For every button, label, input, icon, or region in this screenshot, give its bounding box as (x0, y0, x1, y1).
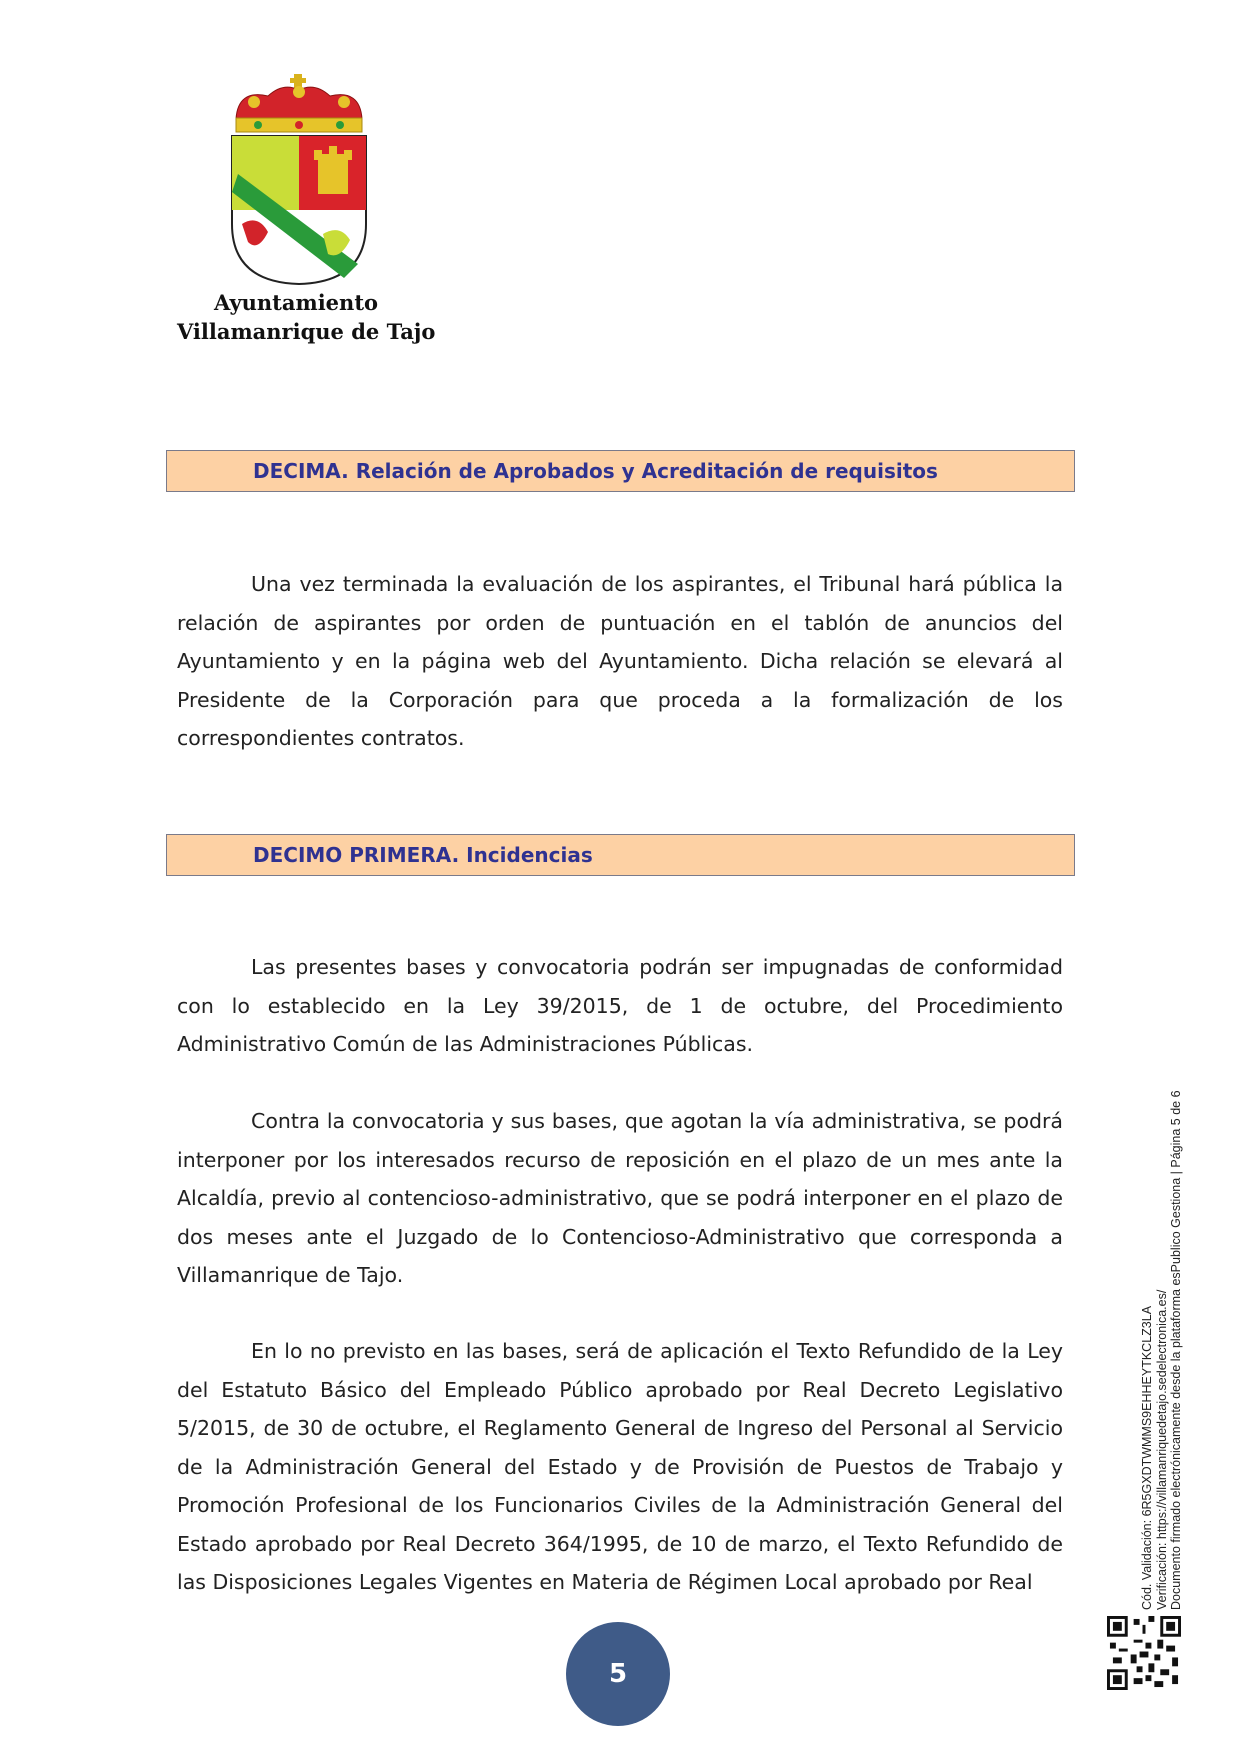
section-header-decimo-primera (166, 834, 1075, 876)
qr-code-icon (1107, 1616, 1181, 1690)
organization-name-line1: Ayuntamiento (214, 290, 379, 315)
section-title: DECIMA. Relación de Aprobados y Acreditación de requisitos (253, 459, 938, 483)
coat-of-arms-logo (228, 74, 370, 286)
page-number-badge (566, 1622, 670, 1726)
section-title: DECIMO PRIMERA. Incidencias (253, 843, 593, 867)
validation-code: Cód. Validación: 6R5GXDTWMMS9EHHEYTKCLZ3LA (1140, 1305, 1154, 1610)
validation-stamp (1140, 1090, 1202, 1610)
organization-name-line2: Villamanrique de Tajo (177, 319, 436, 344)
section-header-decima (166, 450, 1075, 492)
paragraph: En lo no previsto en las bases, será de aplicación el Texto Refundido de la Ley del Estatuto Básico del Empleado Público aprobado por Real Decreto Legislativo 5/2015, de 30 de octubre, el Reglamento General de Ingreso del Personal al Servicio de la Administración General del Estado y de Provisión de Puestos de Trabajo y Promoción Profesional de los Funcionarios Civiles de la Administración General del Estado aprobado por Real Decreto 364/1995, de 10 de marzo, el Texto Refundido de las Disposiciones Legales Vigentes en Materia de Régimen Local aprobado por Real (177, 1339, 1063, 1594)
signature-note: Documento firmado electrónicamente desde la plataforma esPublico Gestiona | Página 5 de 6 (1169, 1090, 1183, 1610)
paragraph: Una vez terminada la evaluación de los aspirantes, el Tribunal hará pública la relación de aspirantes por orden de puntuación en el tablón de anuncios del Ayuntamiento y en la página web del Ayuntamiento. Dicha relación se elevará al Presidente de la Corporación para que proceda a la formalización de los correspondientes contratos. (177, 572, 1063, 750)
paragraph: Contra la convocatoria y sus bases, que agotan la vía administrativa, se podrá interponer por los interesados recurso de reposición en el plazo de un mes ante la Alcaldía, previo al contencioso-administrativo, que se podrá interponer en el plazo de dos meses ante el Juzgado de lo Contencioso-Administrativo que corresponda a Villamanrique de Tajo. (177, 1109, 1063, 1287)
page-number: 5 (608, 1659, 628, 1689)
paragraph: Las presentes bases y convocatoria podrán ser impugnadas de conformidad con lo establecido en la Ley 39/2015, de 1 de octubre, del Procedimiento Administrativo Común de las Administraciones Públicas. (177, 955, 1063, 1056)
verification-url: Verificación: https://villamanriquedetajo.sedelectronica.es/ (1154, 1289, 1169, 1610)
